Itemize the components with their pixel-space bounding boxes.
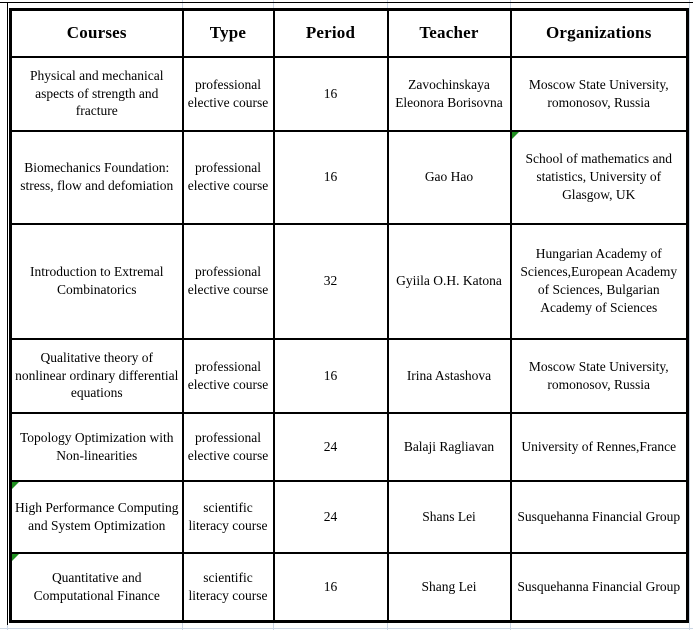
courses-table: [9, 8, 689, 623]
error-flag-icon: [12, 554, 19, 561]
cell-text: Susquehanna Financial Group: [517, 508, 681, 524]
cell-period[interactable]: [274, 57, 388, 131]
table-row: [11, 339, 688, 413]
cell-text: Physical and mechanical aspects of strength and fracture: [30, 67, 164, 119]
table-row: [11, 553, 688, 622]
cell-course[interactable]: [11, 131, 183, 224]
cell-type[interactable]: [183, 224, 274, 339]
cell-teacher[interactable]: [388, 481, 511, 553]
cell-text: professional elective course: [187, 160, 269, 193]
cell-organizations[interactable]: [511, 553, 688, 622]
cell-teacher[interactable]: [388, 413, 511, 481]
cell-period[interactable]: [274, 553, 388, 622]
cell-course[interactable]: [11, 553, 183, 622]
table-row: [11, 131, 688, 224]
cell-text: Zavochinskaya Eleonora Borisovna: [395, 76, 503, 110]
table-row: [11, 413, 688, 481]
cell-course[interactable]: [11, 481, 183, 553]
table-row: [11, 224, 688, 339]
cell-text: 32: [323, 273, 338, 289]
header-organizations[interactable]: [511, 10, 688, 57]
cell-type[interactable]: [183, 57, 274, 131]
cell-text: High Performance Computing and System Optimization: [15, 499, 179, 533]
cell-text: Introduction to Extremal Combinatorics: [30, 264, 164, 297]
header-type[interactable]: [183, 10, 274, 57]
cell-organizations[interactable]: [511, 57, 688, 131]
cell-type[interactable]: [183, 553, 274, 622]
cell-text: 16: [323, 367, 338, 383]
cell-teacher[interactable]: [388, 131, 511, 224]
cell-text: Irina Astashova: [406, 367, 492, 383]
top-rule: [0, 2, 693, 3]
cell-period[interactable]: [274, 481, 388, 553]
cell-text: 16: [323, 169, 338, 185]
cell-teacher[interactable]: [388, 339, 511, 413]
header-row: [11, 10, 688, 57]
cell-text: Shang Lei: [421, 578, 477, 594]
cell-type[interactable]: [183, 413, 274, 481]
cell-text: Topology Optimization with Non-linearities: [19, 429, 174, 463]
cell-period[interactable]: [274, 224, 388, 339]
cell-type[interactable]: [183, 481, 274, 553]
gridline: [689, 0, 690, 630]
cell-text: 24: [323, 508, 338, 524]
header-teacher-label: Teacher: [419, 23, 479, 43]
cell-course[interactable]: [11, 339, 183, 413]
cell-teacher[interactable]: [388, 57, 511, 131]
cell-teacher[interactable]: [388, 224, 511, 339]
header-organizations-label: Organizations: [545, 23, 652, 43]
table-row: [11, 57, 688, 131]
cell-text: professional elective course: [187, 429, 269, 463]
cell-organizations[interactable]: [511, 224, 688, 339]
cell-text: Gao Hao: [424, 169, 474, 185]
cell-text: 16: [323, 578, 338, 594]
cell-text: scientific literacy course: [188, 499, 268, 533]
cell-text: Balaji Ragliavan: [403, 438, 495, 454]
cell-text: Quantitative and Computational Finance: [33, 569, 160, 603]
cell-organizations[interactable]: [511, 481, 688, 553]
cell-text: Hungarian Academy of Sciences,European Academy of Sciences, Bulgarian Academy of Sciences: [520, 246, 678, 315]
cell-course[interactable]: [11, 224, 183, 339]
cell-text: professional elective course: [187, 358, 269, 392]
gridline: [0, 628, 693, 629]
cell-course[interactable]: [11, 57, 183, 131]
cell-teacher[interactable]: [388, 553, 511, 622]
header-courses[interactable]: [11, 10, 183, 57]
cell-text: scientific literacy course: [188, 569, 268, 603]
cell-text: Moscow State University, romonosov, Russia: [528, 358, 669, 392]
cell-type[interactable]: [183, 131, 274, 224]
cell-text: 24: [323, 438, 338, 454]
cell-text: 16: [323, 85, 338, 101]
cell-text: Qualitative theory of nonlinear ordinary differential equations: [15, 349, 179, 401]
header-period-label: Period: [305, 23, 356, 43]
cell-period[interactable]: [274, 339, 388, 413]
cell-course[interactable]: [11, 413, 183, 481]
cell-text: Susquehanna Financial Group: [517, 578, 681, 594]
table-row: [11, 481, 688, 553]
header-type-label: Type: [209, 23, 247, 43]
cell-text: University of Rennes,France: [521, 438, 677, 454]
cell-period[interactable]: [274, 131, 388, 224]
error-flag-icon: [512, 132, 519, 139]
cell-type[interactable]: [183, 339, 274, 413]
cell-text: professional elective course: [187, 264, 269, 297]
error-flag-icon: [12, 482, 19, 489]
cell-text: Moscow State University, romonosov, Russia: [528, 76, 669, 110]
cell-text: professional elective course: [187, 76, 269, 110]
header-courses-label: Courses: [66, 23, 127, 43]
cell-organizations[interactable]: [511, 413, 688, 481]
cell-organizations[interactable]: [511, 339, 688, 413]
cell-text: Gyiila O.H. Katona: [396, 273, 502, 289]
cell-text: Biomechanics Foundation: stress, flow and defomiation: [20, 160, 174, 193]
left-rule: [7, 2, 8, 625]
cell-organizations[interactable]: [511, 131, 688, 224]
header-teacher[interactable]: [388, 10, 511, 57]
cell-text: School of mathematics and statistics, University of Glasgow, UK: [525, 151, 673, 202]
cell-text: Shans Lei: [422, 508, 476, 524]
header-period[interactable]: [274, 10, 388, 57]
cell-period[interactable]: [274, 413, 388, 481]
